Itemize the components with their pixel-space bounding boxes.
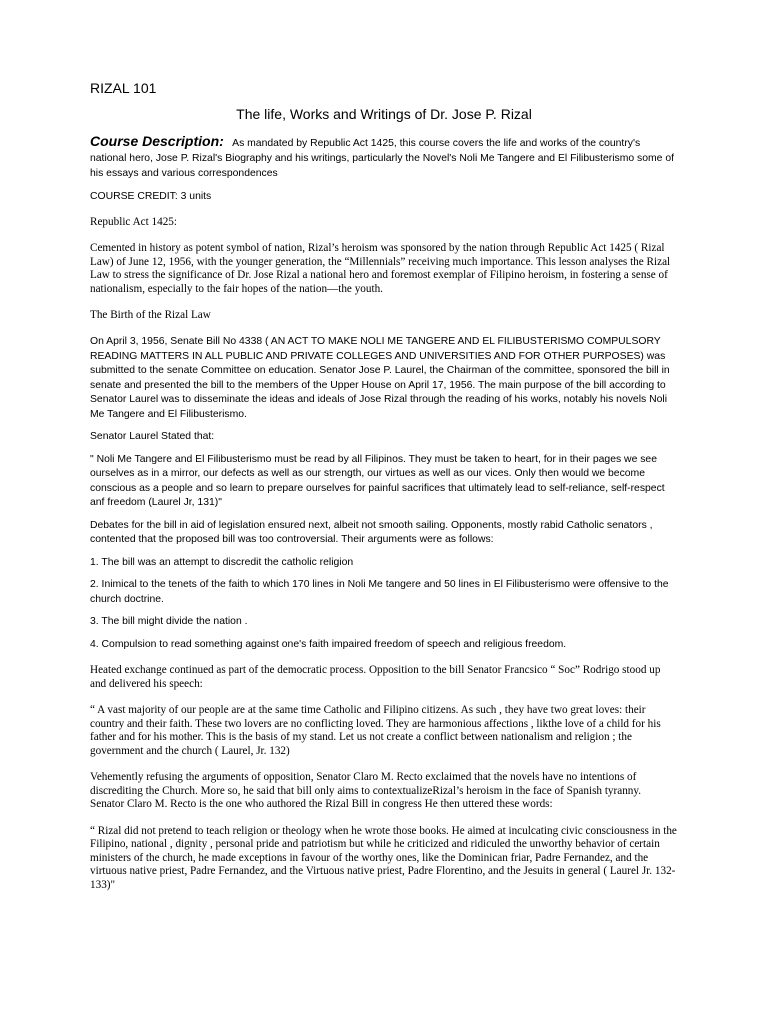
rodrigo-quote: “ A vast majority of our people are at the same time Catholic and Filipino citizens. As such , they have two great loves: their country and their faith. These two lovers are no conflicting loved. They are harmonious affections , likthe love of a child for his father and for his mother. This is the basis of my stand. Let us not create a conflict between nationalism and religion ; the government and the church ( Laurel, Jr. 132) <box>90 704 661 757</box>
debates-paragraph: Debates for the bill in aid of legislation ensured next, albeit not smooth sailing. Opponents, mostly rabid Catholic senators , contented that the proposed bill was too controversial. Their arguments were as follows: <box>90 519 653 545</box>
course-description-text: As mandated by Republic Act 1425, this course covers the life and works of the country's national hero, Jose P. Rizal's Biography and his writings, particularly the Novel's Noli Me Tangere and El Filibusterismo some of his essays and various correspondences <box>90 138 675 179</box>
recto-paragraph: Vehemently refusing the arguments of opposition, Senator Claro M. Recto exclaimed that the novels have no intentions of discrediting the Church. More so, he said that bill only aims to contextualizeRizal’s heroism in the face of Spanish tyranny. Senator Claro M. Recto is the one who authored the Rizal Bill in congress He then uttered these words: <box>90 771 642 810</box>
document-title: The life, Works and Writings of Dr. Jose P. Rizal <box>236 106 532 122</box>
republic-act-paragraph: Cemented in history as potent symbol of nation, Rizal’s heroism was sponsored by the nation through Republic Act 1425 ( Rizal Law) of June 12, 1956, with the younger generation, the “Millennials” receiving much importance. This lesson analyses the Rizal Law to stress the significance of Dr. Jose Rizal a national hero and foremost exemplar of Filipino heroism, in fostering a sense of nationalism, especially to the fair hopes of the nation—the youth. <box>90 242 671 295</box>
republic-act-heading: Republic Act 1425: <box>90 216 178 228</box>
laurel-quote: " Noli Me Tangere and El Filibusterismo must be read by all Filipinos. They must be taken to heart, for in their pages we see ourselves as in a mirror, our defects as well as our strength, our virtues as well as our vices. Only then would we become conscious as a people and so learn to prepare ourselves for painful sacrifices that ultimately lead to self-reliance, self-respect anf freedom (Laurel Jr, 131)" <box>90 453 665 508</box>
course-code: RIZAL 101 <box>90 80 157 96</box>
recto-quote: “ Rizal did not pretend to teach religion or theology when he wrote those books. He aimed at inculcating civic consciousness in the Filipino, national , dignity , personal pride and patriotism but while he criticized and ridiculed the unworthy behavior of certain ministers of the church, he made exceptions in favour of the worthy ones, like the Dominican friar, Padre Fernandez, and the virtuous native priest, Padre Fernandez, and the Virtuous native priest, Padre Florentino, and the Jesuits in general ( Laurel Jr. 132-133)" <box>90 824 677 891</box>
argument-item: 1. The bill was an attempt to discredit the catholic religion <box>90 556 354 568</box>
birth-of-rizal-law-paragraph: On April 3, 1956, Senate Bill No 4338 ( AN ACT TO MAKE NOLI ME TANGERE AND EL FILIBUSTERISMO COMPULSORY READING MATTERS IN ALL PUBLIC AND PRIVATE COLLEGES AND UNIVERSITIES AND FOR OTHER PURPOSES) was submitted to the senate Committee on education. Senator Jose P. Laurel, the Chairman of the committee, sponsored the bill in senate and presented the bill to the members of the Upper House on April 17, 1956. The main purpose of the bill according to Senator Laurel was to disseminate the ideas and ideals of Jose Rizal through the reading of his works, notably his novels Noli Me Tangere and El Filibusterismo. <box>90 336 670 420</box>
argument-item: 3. The bill might divide the nation . <box>90 616 248 627</box>
heated-exchange-paragraph: Heated exchange continued as part of the democratic process. Opposition to the bill Senator Francsico “ Soc” Rodrigo stood up and delivered his speech: <box>90 664 661 690</box>
argument-item: 4. Compulsion to read something against one's faith impaired freedom of speech and religious freedom. <box>90 638 567 650</box>
document-page <box>90 80 678 905</box>
course-description-label: Course Description: <box>90 133 224 149</box>
laurel-stated: Senator Laurel Stated that: <box>90 431 215 442</box>
birth-of-rizal-law-heading: The Birth of the Rizal Law <box>90 309 211 321</box>
argument-item: 2. Inimical to the tenets of the faith to which 170 lines in Noli Me tangere and 50 lines in El Filibusterismo were offensive to the church doctrine. <box>90 579 669 605</box>
course-credit: COURSE CREDIT: 3 units <box>90 191 212 202</box>
course-description <box>90 134 678 181</box>
